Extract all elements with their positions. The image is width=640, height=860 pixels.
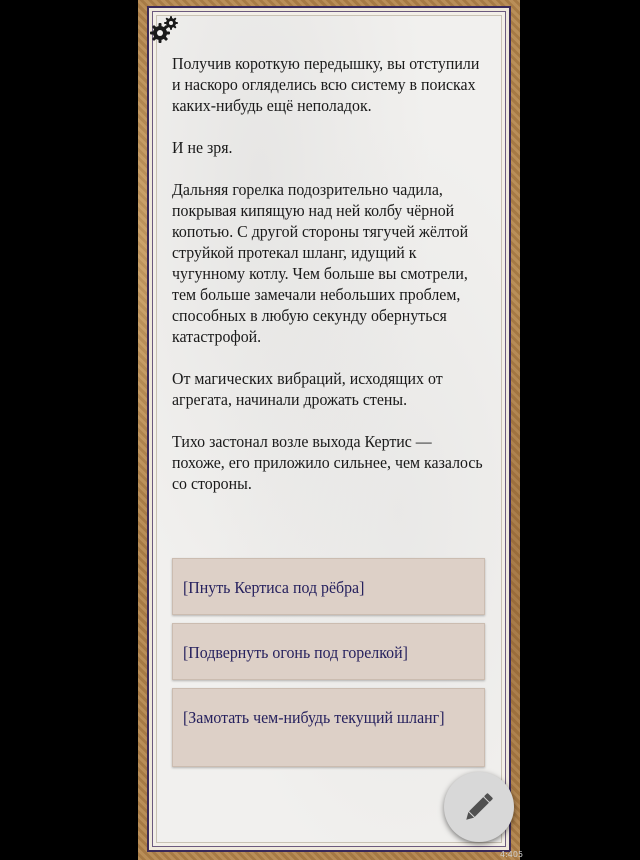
story-text	[172, 53, 485, 515]
choice-list	[172, 558, 485, 775]
choice-label: [Замотать чем-нибудь текущий шланг]	[183, 708, 445, 727]
edit-button[interactable]	[444, 772, 514, 842]
choice-label: [Пнуть Кертиса под рёбра]	[183, 578, 365, 597]
choice-button-wrap-hose[interactable]	[172, 688, 485, 767]
story-paragraph: От магических вибраций, исходящих от агрегата, начинали дрожать стены.	[172, 369, 443, 409]
story-paragraph: Тихо застонал возле выхода Кертис — похоже, его приложило сильнее, чем казалось со стороны.	[172, 432, 483, 493]
story-paragraph: Дальняя горелка подозрительно чадила, покрывая кипящую над ней колбу чёрной копотью. С другой стороны тягучей жёлтой струйкой протекал шланг, идущий к чугунному котлу. Чем больше вы смотрели, тем больше замечали небольших проблем, способных в любую секунду обернуться катастрофой.	[172, 180, 469, 346]
game-screen	[138, 0, 524, 860]
pencil-icon	[459, 787, 499, 827]
choice-label: [Подвернуть огонь под горелкой]	[183, 643, 408, 662]
choice-button-adjust-burner[interactable]	[172, 623, 485, 680]
gear-icon[interactable]	[150, 14, 180, 44]
story-paragraph: Получив короткую передышку, вы отступили и наскоро огляделиcь всю систему в поисках каких-нибудь ещё неполадок.	[172, 54, 480, 115]
choice-button-kick-curtis[interactable]	[172, 558, 485, 615]
status-corner-text: 4:405	[500, 850, 524, 859]
story-paragraph: И не зря.	[172, 138, 233, 157]
